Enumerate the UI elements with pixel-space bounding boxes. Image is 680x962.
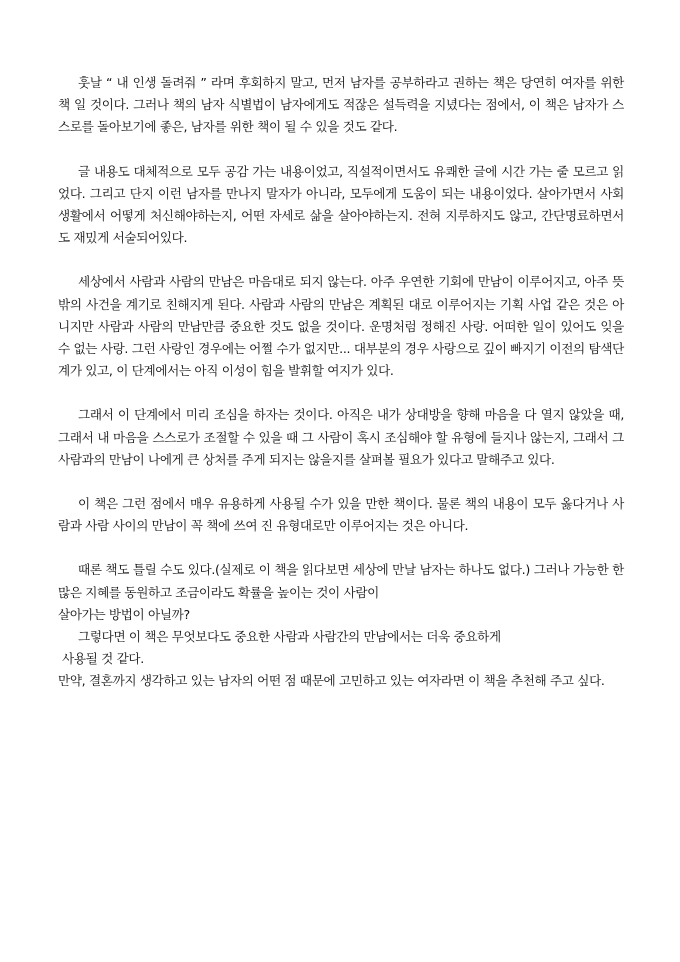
closing-line-5: 만약, 결혼까지 생각하고 있는 남자의 어떤 점 때문에 고민하고 있는 여자라면 이 책을 추천해 주고 싶다. (58, 673, 605, 689)
paragraph-1: 훗날 “ 내 인생 돌려줘 ” 라며 후회하지 말고, 먼저 남자를 공부하라고 권하는 책은 당연히 여자를 위한 책 일 것이다. 그러나 책의 남자 식별법이 남자에게도 적잖은 설득력을 지녔다는 점에서, 이 책은 남자가 스스로를 돌아보기에 좋은, 남자를 위한 책이 될 수 있을 것도 같다. (58, 75, 624, 135)
paragraph-2: 글 내용도 대체적으로 모두 공감 가는 내용이었고, 직설적이면서도 유쾌한 글에 시간 가는 줄 모르고 읽었다. 그리고 단지 이런 남자를 만나지 말자가 아니라, 모두에게 도움이 되는 내용이었다. 살아가면서 사회생활에서 어떻게 처신해야하는지, 어떤 자세로 삶을 살아야하는지. 전혀 지루하지도 않고, 간단명료하면서도 재밌게 서술되어있다. (58, 163, 624, 246)
closing-line-2: 살아가는 방법이 아닐까? (58, 606, 190, 622)
document-body (58, 72, 624, 693)
closing-block (58, 559, 624, 692)
closing-line-1: 때론 책도 틀릴 수도 있다.(실제로 이 책을 읽다보면 세상에 만날 남자는 하나도 없다.) 그러나 가능한 한 많은 지혜를 동원하고 조금이라도 확률을 높이는 것이 사람이 (58, 562, 624, 600)
closing-line-3: 그렇다면 이 책은 무엇보다도 중요한 사람과 사람간의 만남에서는 더욱 중요하게 (78, 629, 501, 645)
paragraph-4: 그래서 이 단계에서 미리 조심을 하자는 것이다. 아직은 내가 상대방을 향해 마음을 다 열지 않았을 때, 그래서 내 마음을 스스로가 조절할 수 있을 때 그 사람이 혹시 조심해야 할 유형에 들지나 않는지, 그래서 그 사람과의 만남이 나에게 큰 상처를 주게 되지는 않을지를 살펴볼 필요가 있다고 말해주고 있다. (58, 407, 624, 467)
closing-line-4: 사용될 것 같다. (62, 651, 144, 667)
paragraph-5: 이 책은 그런 점에서 매우 유용하게 사용될 수가 있을 만한 책이다. 물론 책의 내용이 모두 옳다거나 사람과 사람 사이의 만남이 꼭 책에 쓰여 진 유형대로만 이루어지는 것은 아니다. (58, 496, 624, 534)
paragraph-3: 세상에서 사람과 사람의 만남은 마음대로 되지 않는다. 아주 우연한 기회에 만남이 이루어지고, 아주 뜻밖의 사건을 계기로 친해지게 된다. 사람과 사람의 만남은 계획된 대로 이루어지는 기획 사업 같은 것은 아니지만 사람과 사람의 만남만큼 중요한 것도 없을 것이다. 운명처럼 정해진 사랑. 어떠한 일이 있어도 잊을 수 없는 사랑. 그런 사랑인 경우에는 어쩔 수가 없지만... 대부분의 경우 사랑으로 깊이 빠지기 이전의 탐색단계가 있고, 이 단계에서는 아직 이성이 힘을 발휘할 여지가 있다. (58, 274, 624, 379)
